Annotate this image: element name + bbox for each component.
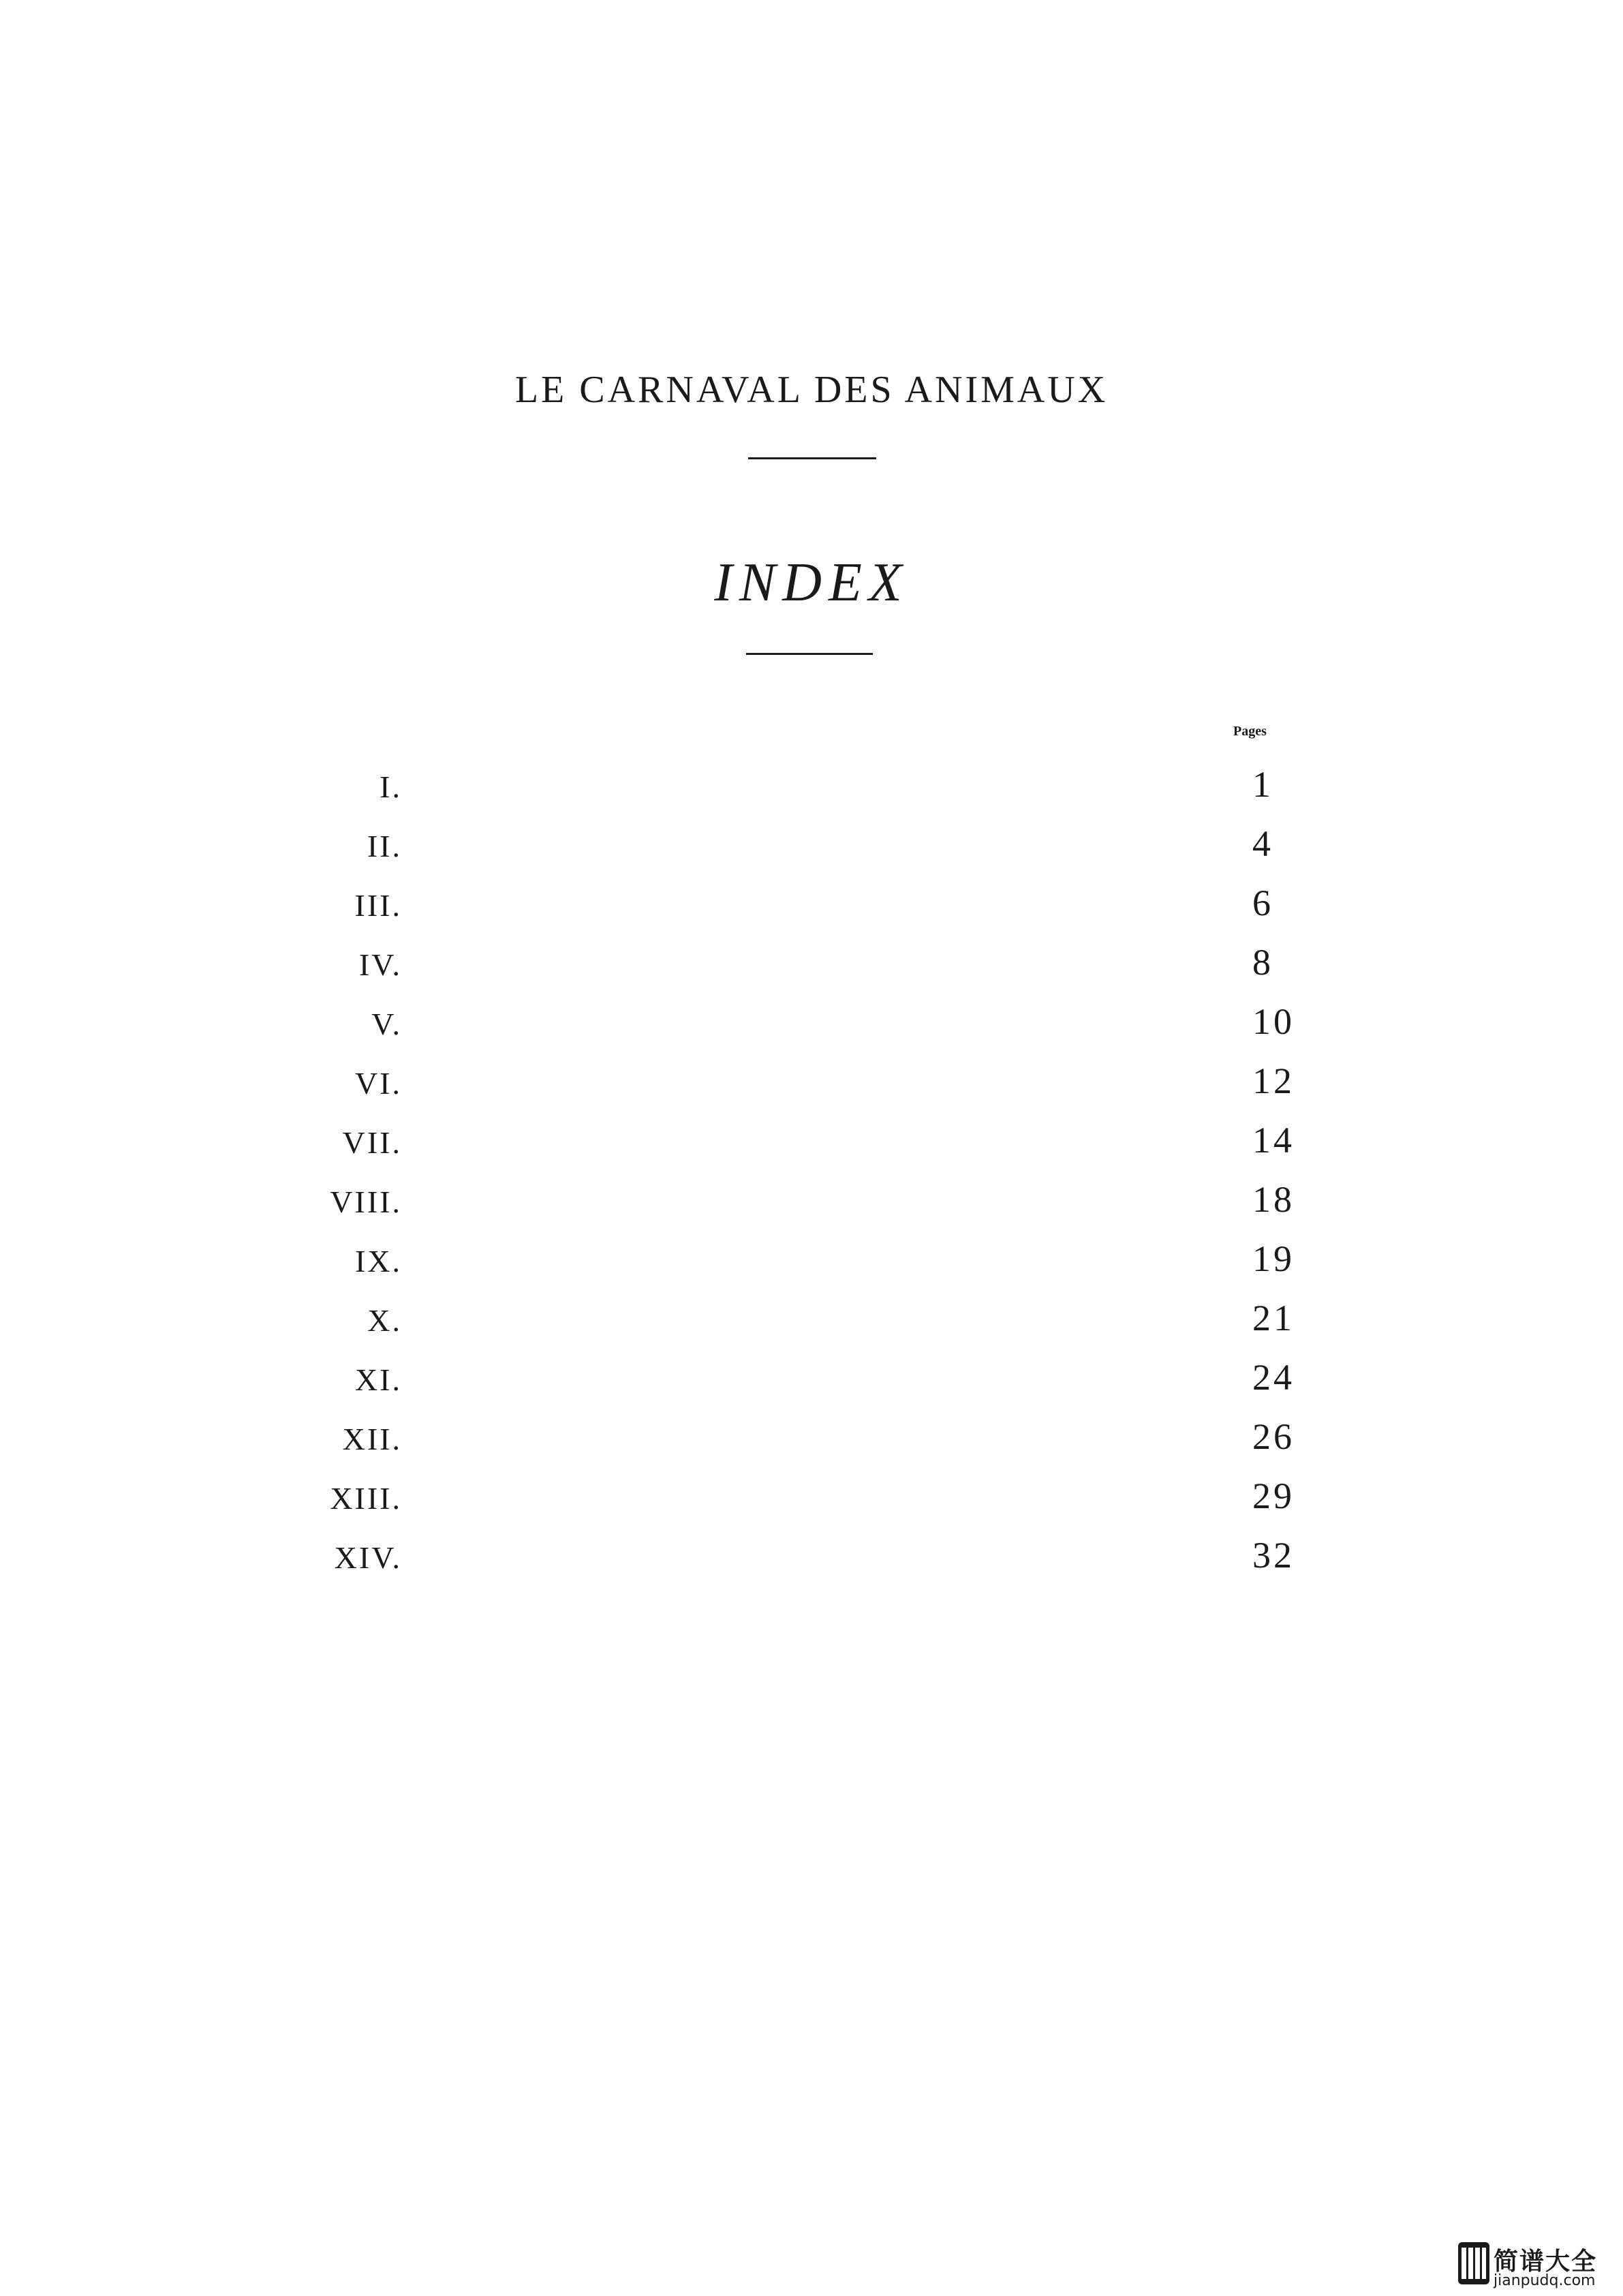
entry-number: XIII.: [330, 1481, 402, 1516]
watermark-text: 简谱大全: [1494, 2248, 1598, 2276]
entry-page: 12: [1252, 1060, 1295, 1101]
entry-number: III.: [354, 888, 402, 923]
toc-entry[interactable]: [0, 1119, 1623, 1178]
entry-number: VIII.: [330, 1184, 402, 1219]
entry-number: IV.: [358, 947, 402, 982]
entry-page: 18: [1252, 1179, 1295, 1220]
entry-page: 14: [1252, 1120, 1295, 1161]
entry-page: 24: [1252, 1357, 1295, 1398]
entry-number: VII.: [342, 1125, 402, 1160]
watermark: [1458, 2242, 1623, 2296]
entry-page: 10: [1252, 1001, 1295, 1042]
index-heading: INDEX: [714, 553, 909, 613]
toc-entry[interactable]: [0, 882, 1623, 941]
entry-number: X.: [367, 1303, 402, 1338]
entry-page: 8: [1252, 942, 1273, 983]
toc-entry[interactable]: [0, 1178, 1623, 1238]
entry-page: 26: [1252, 1416, 1295, 1457]
entry-page: 1: [1252, 764, 1273, 805]
entry-page: 19: [1252, 1238, 1295, 1279]
entry-page: 29: [1252, 1475, 1295, 1516]
entry-page: 21: [1252, 1298, 1295, 1338]
entry-page: 32: [1252, 1535, 1295, 1576]
entry-number: II.: [367, 829, 402, 863]
entry-number: XIV.: [334, 1540, 402, 1575]
toc-entry[interactable]: [0, 1534, 1623, 1593]
toc-entry[interactable]: [0, 1060, 1623, 1119]
piano-keys-icon: [1458, 2242, 1489, 2284]
title-rule: [748, 457, 876, 459]
toc-entry[interactable]: [0, 1475, 1623, 1534]
watermark-url: jianpudq.com: [1494, 2272, 1596, 2289]
entry-number: V.: [371, 1007, 402, 1041]
entry-page: 4: [1252, 823, 1273, 864]
toc-entry[interactable]: [0, 823, 1623, 882]
entry-number: I.: [380, 769, 402, 804]
page-title: LE CARNAVAL DES ANIMAUX: [514, 369, 1109, 411]
entry-number: XI.: [354, 1362, 402, 1397]
index-rule: [746, 653, 873, 655]
toc-entry[interactable]: [0, 1415, 1623, 1475]
toc-entry[interactable]: [0, 1000, 1623, 1060]
entry-number: IX.: [354, 1244, 402, 1279]
toc-entry[interactable]: [0, 1297, 1623, 1356]
entry-number: VI.: [354, 1066, 402, 1101]
toc-entry[interactable]: [0, 763, 1623, 823]
toc-entry[interactable]: [0, 941, 1623, 1000]
entry-number: XII.: [342, 1422, 402, 1456]
entry-page: 6: [1252, 883, 1273, 923]
pages-column-label: Pages: [1233, 724, 1267, 739]
toc-entry[interactable]: [0, 1238, 1623, 1297]
toc-entry[interactable]: [0, 1356, 1623, 1415]
